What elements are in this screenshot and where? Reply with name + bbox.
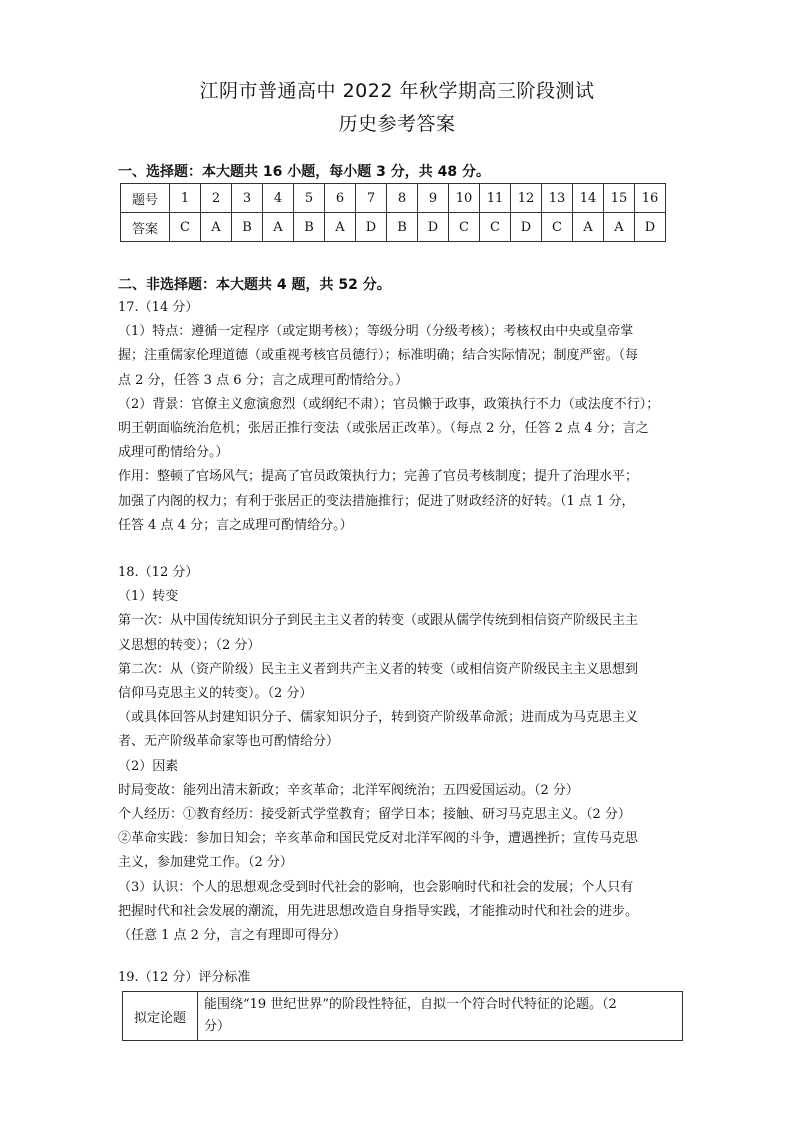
q18-line: 时局变故：能列出清末新政；辛亥革命；北洋军阀统治；五四爱国运动。（2 分）: [118, 782, 579, 798]
q18-line: 个人经历：①教育经历：接受新式学堂教育；留学日本；接触、研习马克思主义。（2 分）: [118, 807, 631, 823]
question-number-cell: 9: [418, 184, 449, 213]
answer-cell: C: [170, 213, 201, 242]
q18-line: 第二次：从（资产阶级）民主主义者到共产主义者的转变（或相信资产阶级民主主义思想到: [118, 661, 639, 677]
exam-title: 江阴市普通高中 2022 年秋学期高三阶段测试: [199, 80, 595, 102]
question-number-cell: 13: [542, 184, 573, 213]
question-number-label: 题号: [121, 184, 170, 213]
question-number-cell: 8: [387, 184, 418, 213]
q17-line: 作用：整顿了官场风气；提高了官员政策执行力；完善了官员考核制度；提升了治理水平；: [118, 469, 639, 485]
q18-line: 主义，参加建党工作。（2 分）: [118, 855, 293, 871]
question-number-cell: 4: [263, 184, 294, 213]
answer-label: 答案: [121, 213, 170, 242]
question-number-cell: 3: [232, 184, 263, 213]
answer-cell: D: [635, 213, 666, 242]
question-number-cell: 16: [635, 184, 666, 213]
question-number-row: [121, 184, 666, 213]
answer-cell: A: [573, 213, 604, 242]
q17-line: （1）特点：遵循一定程序（或定期考核）；等级分明（分级考核）；考核权由中央或皇帝掌: [118, 324, 634, 340]
q17-line: 点 2 分，任答 3 点 6 分；言之成理可酌情给分。）: [118, 372, 409, 388]
answer-cell: A: [325, 213, 356, 242]
question-number-cell: 2: [201, 184, 232, 213]
question-number-cell: 1: [170, 184, 201, 213]
scoring-criterion-label: 拟定论题: [123, 992, 198, 1041]
criterion-line: 能围绕“19 世纪世界”的阶段性特征，自拟一个符合时代特征的论题。（2: [204, 997, 617, 1012]
question-number-cell: 14: [573, 184, 604, 213]
answer-cell: A: [201, 213, 232, 242]
question-19-heading: [118, 966, 678, 990]
scoring-standard-table: [122, 991, 683, 1041]
answer-cell: C: [449, 213, 480, 242]
answer-row: [121, 213, 666, 242]
answer-cell: C: [480, 213, 511, 242]
question-number-cell: 5: [294, 184, 325, 213]
answer-cell: B: [387, 213, 418, 242]
answer-cell: D: [511, 213, 542, 242]
answer-cell: D: [356, 213, 387, 242]
answer-cell: B: [232, 213, 263, 242]
question-number-cell: 6: [325, 184, 356, 213]
answer-cell: D: [418, 213, 449, 242]
question-number-cell: 10: [449, 184, 480, 213]
q17-line: 17.（14 分）: [118, 300, 199, 315]
criterion-line: 分）: [204, 1019, 231, 1034]
q19-heading-text: 19.（12 分）评分标准: [118, 970, 251, 985]
q18-line: ②革命实践：参加日知会；辛亥革命和国民党反对北洋军阀的斗争，遭遇挫折；宣传马克思: [118, 831, 639, 847]
exam-subtitle: 历史参考答案: [338, 113, 456, 135]
q18-line: 18.（12 分）: [118, 565, 199, 580]
scoring-row: [123, 992, 683, 1041]
q17-line: 任答 4 点 4 分；言之成理可酌情给分。）: [118, 517, 353, 533]
q18-line: 义思想的转变）；（2 分）: [118, 637, 261, 653]
q18-line: 把握时代和社会发展的潮流，用先进思想改造自身指导实践，才能推动时代和社会的进步。: [118, 903, 639, 919]
section1-heading: 一、选择题：本大题共 16 小题，每小题 3 分，共 48 分。: [118, 164, 490, 180]
question-number-cell: 11: [480, 184, 511, 213]
question-17-answer: [118, 296, 678, 538]
q17-line: 明王朝面临统治危机；张居正推行变法（或张居正改革）。（每点 2 分，任答 2 点 4 分；言之: [118, 421, 649, 437]
answer-table: [120, 183, 666, 242]
q18-line: 信仰马克思主义的转变）。（2 分）: [118, 686, 313, 702]
q18-line: （2）因素: [118, 758, 179, 774]
q18-line: （1）转变: [118, 589, 179, 605]
q17-line: 成理可酌情给分。）: [118, 445, 229, 461]
q17-line: 加强了内阁的权力；有利于张居正的变法措施推行；促进了财政经济的好转。（1 点 1 分，: [118, 493, 635, 509]
section2-heading: 二、非选择题：本大题共 4 题，共 52 分。: [118, 277, 391, 293]
q18-line: 第一次：从中国传统知识分子到民主主义者的转变（或跟从儒学传统到相信资产阶级民主主: [118, 613, 639, 629]
answer-cell: C: [542, 213, 573, 242]
answer-cell: A: [604, 213, 635, 242]
q18-line: （或具体回答从封建知识分子、儒家知识分子，转到资产阶级革命派；进而成为马克思主义: [118, 710, 639, 726]
answer-cell: B: [294, 213, 325, 242]
question-number-cell: 15: [604, 184, 635, 213]
question-number-cell: 12: [511, 184, 542, 213]
answer-cell: A: [263, 213, 294, 242]
q17-line: （2）背景：官僚主义愈演愈烈（或纲纪不肃）；官员懒于政事，政策执行不力（或法度不行）；: [118, 396, 660, 412]
scoring-criterion-text: [198, 992, 683, 1041]
q18-line: 者、无产阶级革命家等也可酌情给分）: [118, 734, 340, 750]
q17-line: 握；注重儒家伦理道德（或重视考核官员德行）；标准明确；结合实际情况；制度严密。（每: [118, 348, 639, 364]
q18-line: （3）认识：个人的思想观念受到时代社会的影响，也会影响时代和社会的发展；个人只有: [118, 879, 634, 895]
question-number-cell: 7: [356, 184, 387, 213]
q18-line: （任意 1 点 2 分，言之有理即可得分）: [118, 928, 347, 944]
question-18-answer: [118, 561, 678, 948]
